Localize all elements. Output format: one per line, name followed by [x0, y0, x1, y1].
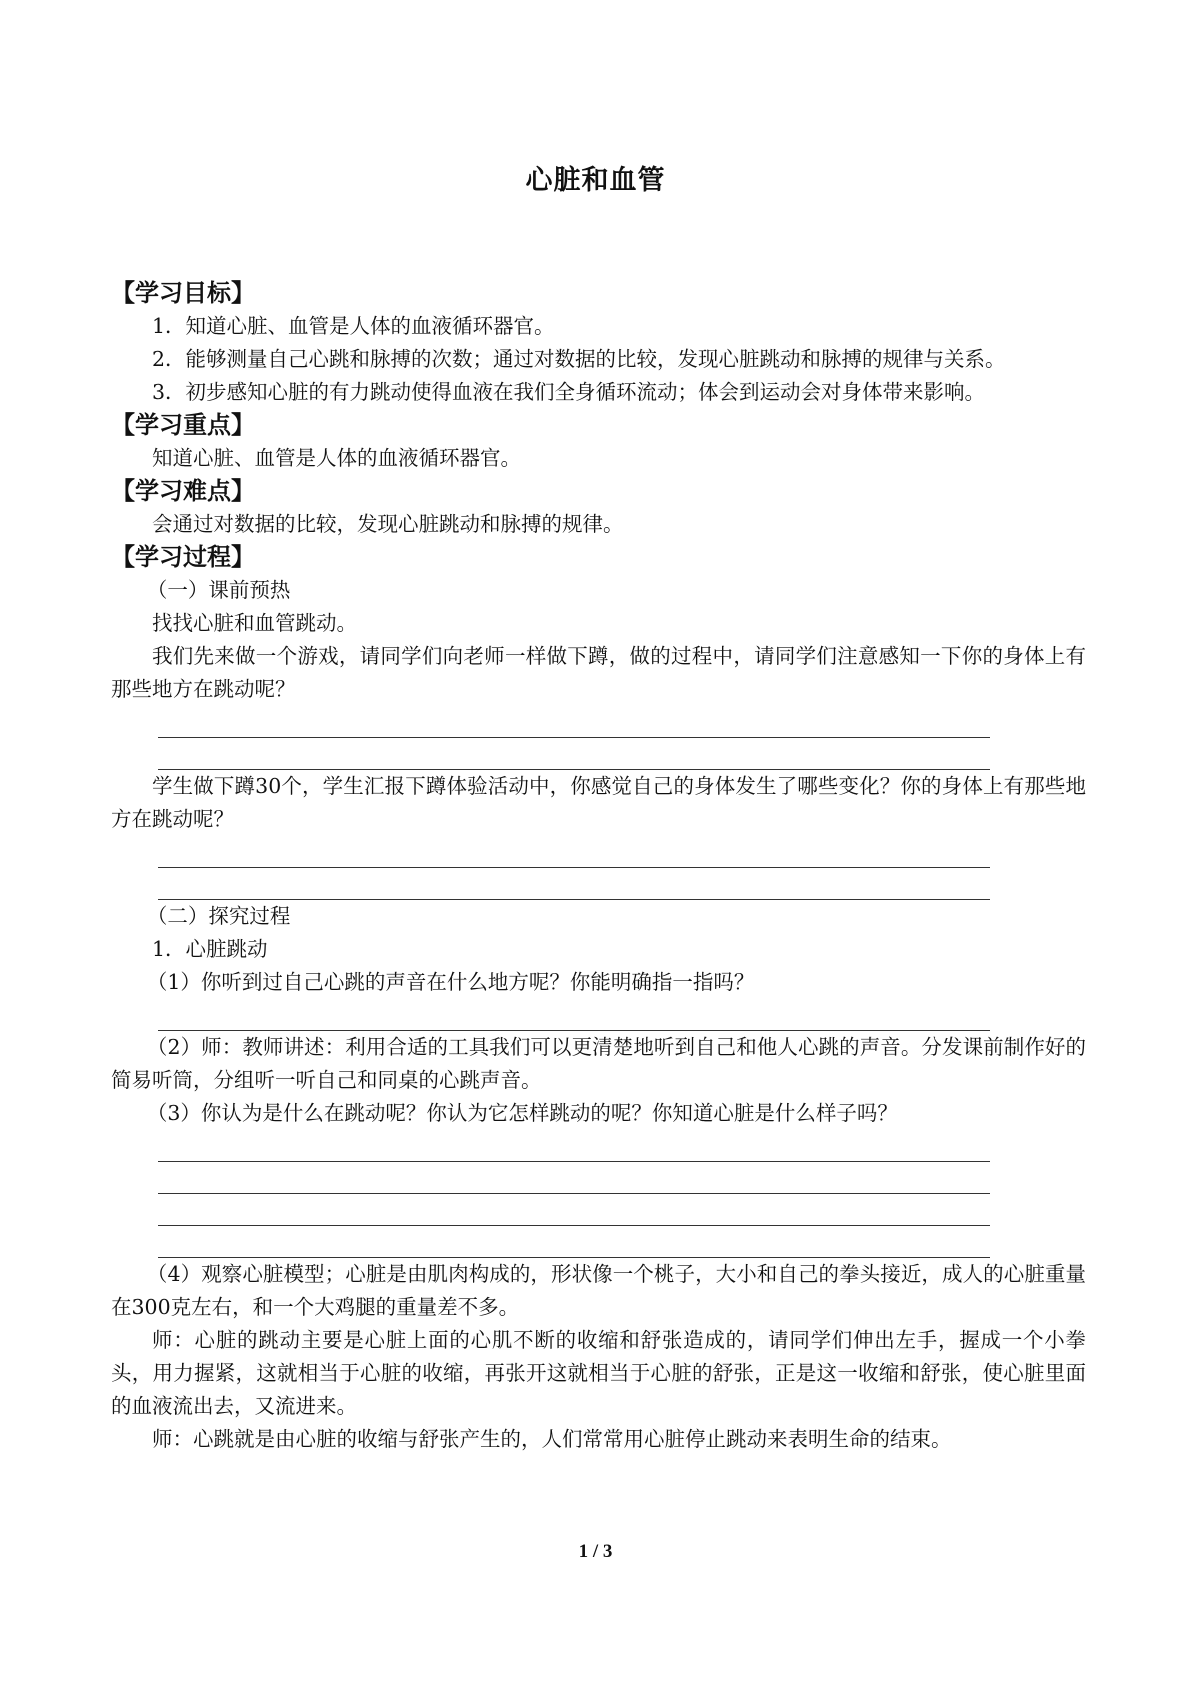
- difficulties-text: 会通过对数据的比较，发现心脏跳动和脉搏的规律。: [152, 512, 624, 536]
- heading-key-points: 【学习重点】: [111, 411, 255, 439]
- page-title: 心脏和血管: [525, 165, 666, 196]
- answer-line[interactable]: [158, 1162, 990, 1194]
- heading-difficulties: 【学习难点】: [111, 477, 255, 505]
- part1-question-1: 我们先来做一个游戏，请同学们向老师一样做下蹲，做的过程中，请同学们注意感知一下你的身体上有那些地方在跳动呢？: [111, 644, 1086, 701]
- answer-line[interactable]: [158, 1130, 990, 1162]
- part2-question-2: （2）师：教师讲述：利用合适的工具我们可以更清楚地听到自己和他人心跳的声音。分发课前制作好的简易听筒，分组听一听自己和同桌的心跳声音。: [111, 1035, 1086, 1092]
- part1-intro: 找找心脏和血管跳动。: [152, 611, 357, 635]
- teacher-explanation-2: 师：心跳就是由心脏的收缩与舒张产生的，人们常常用心脏停止跳动来表明生命的结束。: [152, 1427, 952, 1451]
- answer-line[interactable]: [158, 706, 990, 738]
- answer-line[interactable]: [158, 836, 990, 868]
- answer-line[interactable]: [158, 738, 990, 770]
- key-points-text: 知道心脏、血管是人体的血液循环器官。: [152, 446, 521, 470]
- answer-line[interactable]: [158, 1194, 990, 1226]
- teacher-explanation-1: 师：心脏的跳动主要是心脏上面的心肌不断的收缩和舒张造成的，请同学们伸出左手，握成一个小拳头，用力握紧，这就相当于心脏的收缩，再张开这就相当于心脏的舒张，正是这一收缩和舒张，使心脏里面的血液流出去，又流进来。: [111, 1328, 1086, 1418]
- part2-question-4: （4）观察心脏模型；心脏是由肌肉构成的，形状像一个桃子，大小和自己的拳头接近，成人的心脏重量在300克左右，和一个大鸡腿的重量差不多。: [111, 1262, 1086, 1319]
- heading-process: 【学习过程】: [111, 543, 255, 571]
- heading-goals: 【学习目标】: [111, 279, 255, 307]
- part2-question-3: （3）你认为是什么在跳动呢？你认为它怎样跳动的呢？你知道心脏是什么样子吗？: [146, 1101, 898, 1125]
- page-number: 1 / 3: [578, 1541, 613, 1562]
- part2-label: （二）探究过程: [146, 904, 291, 928]
- answer-line[interactable]: [158, 999, 990, 1031]
- answer-line[interactable]: [158, 868, 990, 900]
- goal-item-3: 3．初步感知心脏的有力跳动使得血液在我们全身循环流动；体会到运动会对身体带来影响。: [152, 380, 986, 404]
- goal-item-1: 1．知道心脏、血管是人体的血液循环器官。: [152, 314, 555, 338]
- document-body: [111, 277, 1086, 1456]
- answer-line[interactable]: [158, 1226, 990, 1258]
- part2-question-1: （1）你听到过自己心跳的声音在什么地方呢？你能明确指一指吗？: [146, 970, 755, 994]
- part1-label: （一）课前预热: [146, 578, 291, 602]
- part2-subheading-heartbeat: 1．心脏跳动: [152, 937, 268, 961]
- part1-question-2: 学生做下蹲30个，学生汇报下蹲体验活动中，你感觉自己的身体发生了哪些变化？你的身体上有那些地方在跳动呢？: [111, 774, 1086, 831]
- goal-item-2: 2．能够测量自己心跳和脉搏的次数；通过对数据的比较，发现心脏跳动和脉搏的规律与关系。: [152, 347, 1006, 371]
